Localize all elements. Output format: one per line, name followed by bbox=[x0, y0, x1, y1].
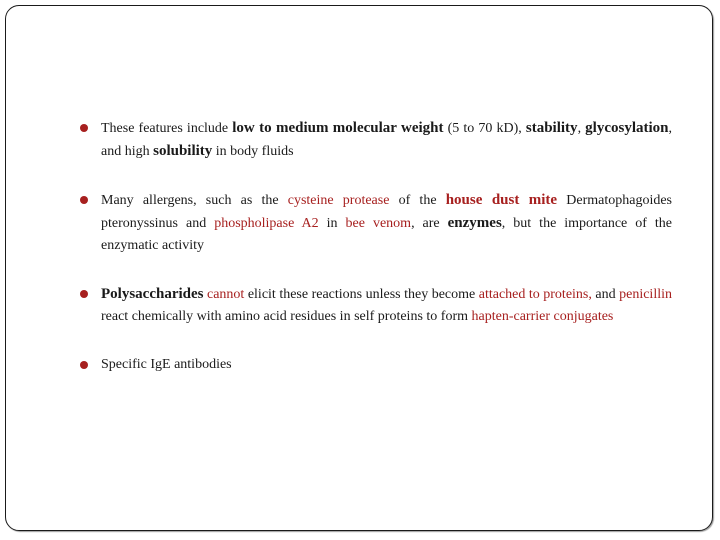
bullet-item-properties bbox=[80, 117, 672, 163]
bullet-text-emphasis: glycosylation bbox=[585, 120, 669, 136]
bullet-item-polysaccharides bbox=[80, 283, 672, 328]
bullet-text-highlight: penicillin bbox=[619, 287, 672, 302]
bullet-text-highlight: hapten-carrier conjugates bbox=[471, 309, 614, 324]
bullet-text: , but the importance of the enzymatic activity bbox=[101, 216, 672, 253]
bullet-text: in body fluids bbox=[212, 144, 294, 159]
bullet-text: and bbox=[591, 287, 620, 302]
bullet-text: , and high bbox=[101, 121, 673, 159]
bullet-text: These features include bbox=[101, 121, 233, 136]
bullet-dot-icon bbox=[80, 361, 88, 369]
bullet-dot-icon bbox=[80, 196, 88, 204]
bullet-text: Specific IgE antibodies bbox=[101, 357, 232, 372]
bullet-text-highlight: phospholipase A2 bbox=[214, 216, 319, 231]
bullet-text-highlight: attached to proteins, bbox=[478, 287, 592, 302]
bullet-text: , are bbox=[411, 216, 448, 231]
bullet-text: elicit these reactions unless they become bbox=[244, 287, 479, 302]
bullet-text-emphasis: enzymes bbox=[447, 215, 502, 231]
bullet-dot-icon bbox=[80, 290, 88, 298]
bullet-item-enzymes bbox=[80, 189, 672, 257]
bullet-list bbox=[80, 117, 672, 376]
bullet-text-highlight: cysteine protease bbox=[287, 193, 390, 208]
bullet-item-ige bbox=[80, 354, 672, 376]
bullet-text: (5 to 70 kD), bbox=[443, 121, 526, 136]
bullet-dot-icon bbox=[80, 124, 88, 132]
bullet-text: react chemically with amino acid residues in self proteins to form bbox=[101, 309, 472, 324]
bullet-text: in bbox=[318, 216, 346, 231]
bullet-text-highlight: house dust mite bbox=[445, 192, 558, 208]
bullet-text: Dermatophagoides pteronyssinus and bbox=[101, 193, 672, 231]
bullet-text-highlight: bee venom bbox=[345, 216, 412, 231]
bullet-text: of the bbox=[389, 193, 446, 208]
bullet-text-emphasis: solubility bbox=[153, 143, 213, 159]
bullet-text-emphasis: low to medium molecular weight bbox=[232, 120, 444, 136]
bullet-text: , bbox=[577, 121, 586, 136]
bullet-text-highlight: cannot bbox=[207, 287, 245, 302]
bullet-text-emphasis: Polysaccharides bbox=[101, 286, 204, 302]
bullet-text-emphasis: stability bbox=[525, 120, 578, 136]
bullet-text: Many allergens, such as the bbox=[101, 193, 288, 208]
